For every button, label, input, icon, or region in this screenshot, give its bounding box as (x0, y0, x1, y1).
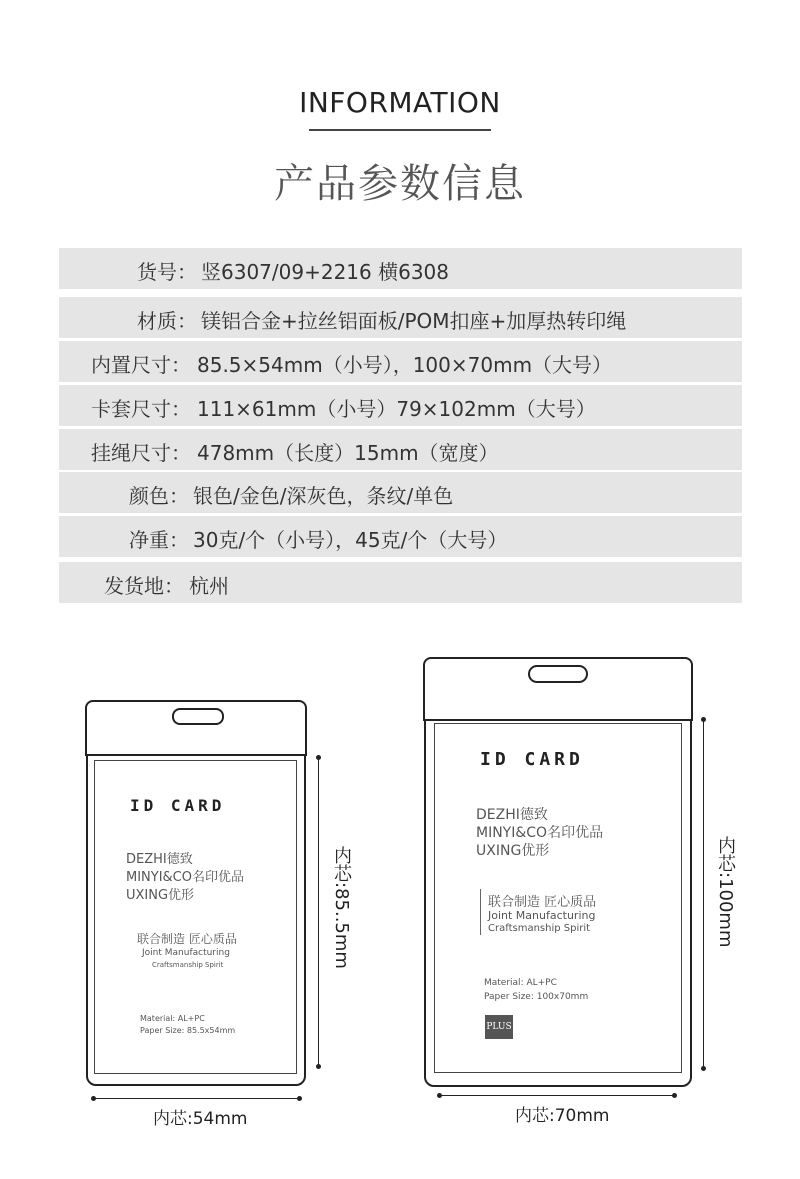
slogan-en: Joint Manufacturing (142, 948, 230, 958)
spec-row-inner-size (59, 341, 742, 382)
height-dimension-line (318, 758, 319, 1068)
spec-row-holder-size (59, 385, 742, 426)
product-params-title: 产品参数信息 (274, 161, 526, 207)
paper-size-text: Paper Size: 85.5x54mm (140, 1026, 236, 1035)
spec-label: 颜色： (129, 484, 189, 508)
material-text: Material: AL+PC (140, 1014, 205, 1023)
spec-value: 30克/个（小号），45克/个（大号） (193, 528, 508, 552)
spec-label: 发货地： (104, 574, 184, 598)
slogan-en: Craftsmanship Spirit (488, 923, 591, 934)
spec-label: 卡套尺寸： (91, 397, 191, 421)
spec-value: 竖6307/09+2216 横6308 (201, 260, 449, 284)
width-label: 内芯:54mm (153, 1109, 248, 1129)
lanyard-slot (528, 665, 588, 683)
spec-label: 净重： (129, 528, 189, 552)
spec-value: 银色/金色/深灰色，条纹/单色 (193, 484, 454, 508)
small-card-holder (84, 698, 306, 1088)
dimension-dot (701, 717, 706, 722)
spec-value: 杭州 (189, 574, 229, 598)
info-heading: INFORMATION (299, 86, 501, 119)
large-card-holder (422, 655, 694, 1090)
brand-line: MINYI&CO名印优品 (126, 870, 244, 885)
slogan-en: Joint Manufacturing (488, 909, 596, 922)
spec-label: 材质： (137, 309, 197, 333)
dimension-dot (437, 1093, 442, 1098)
id-card-logo: ID CARD (480, 749, 584, 770)
height-label: 内芯:85..5mm (331, 846, 352, 969)
brand-line: MINYI&CO名印优品 (476, 825, 604, 841)
spec-value: 85.5×54mm（小号），100×70mm（大号） (197, 353, 613, 377)
spec-label: 挂绳尺寸： (91, 441, 191, 465)
material-text: Material: AL+PC (484, 978, 557, 988)
plus-badge: PLUS (485, 1015, 513, 1039)
dimension-dot (91, 1096, 96, 1101)
dimension-dot (316, 755, 321, 760)
width-label: 内芯:70mm (515, 1106, 610, 1126)
dimension-dot (316, 1064, 321, 1069)
slogan-cn: 联合制造 匠心质品 (137, 932, 237, 946)
brand-line: UXING优形 (476, 843, 550, 859)
width-dimension-line (93, 1098, 300, 1099)
spec-row-weight (59, 516, 742, 557)
brand-line: DEZHI德致 (126, 852, 193, 867)
spec-value: 111×61mm（小号）79×102mm（大号） (197, 397, 596, 421)
heading-underline (309, 129, 491, 131)
dimension-dot (297, 1096, 302, 1101)
slogan-cn: 联合制造 匠心质品 (488, 895, 597, 910)
lanyard-slot (172, 708, 224, 725)
dimension-dot (701, 1066, 706, 1071)
height-dimension-line (703, 720, 704, 1070)
height-label: 内芯:100mm (715, 836, 736, 948)
spec-value: 镁铝合金+拉丝铝面板/POM扣座+加厚热转印绳 (201, 309, 627, 333)
spec-row-ship-from (59, 562, 742, 603)
slogan-en: Craftsmanship Spirit (152, 961, 224, 969)
spec-row-material (59, 297, 742, 338)
spec-label: 内置尺寸： (91, 353, 191, 377)
width-dimension-line (439, 1095, 675, 1096)
brand-line: DEZHI德致 (476, 807, 548, 823)
spec-row-lanyard-size (59, 429, 742, 470)
spec-value: 478mm（长度）15mm（宽度） (197, 441, 499, 465)
dimension-dot (672, 1093, 677, 1098)
id-card-logo: ID CARD (130, 796, 226, 815)
slogan-divider (480, 889, 481, 935)
spec-label: 货号： (137, 260, 197, 284)
spec-row-item-no (59, 248, 742, 289)
spec-row-color (59, 472, 742, 513)
paper-size-text: Paper Size: 100x70mm (484, 992, 589, 1002)
brand-line: UXING优形 (126, 888, 195, 903)
